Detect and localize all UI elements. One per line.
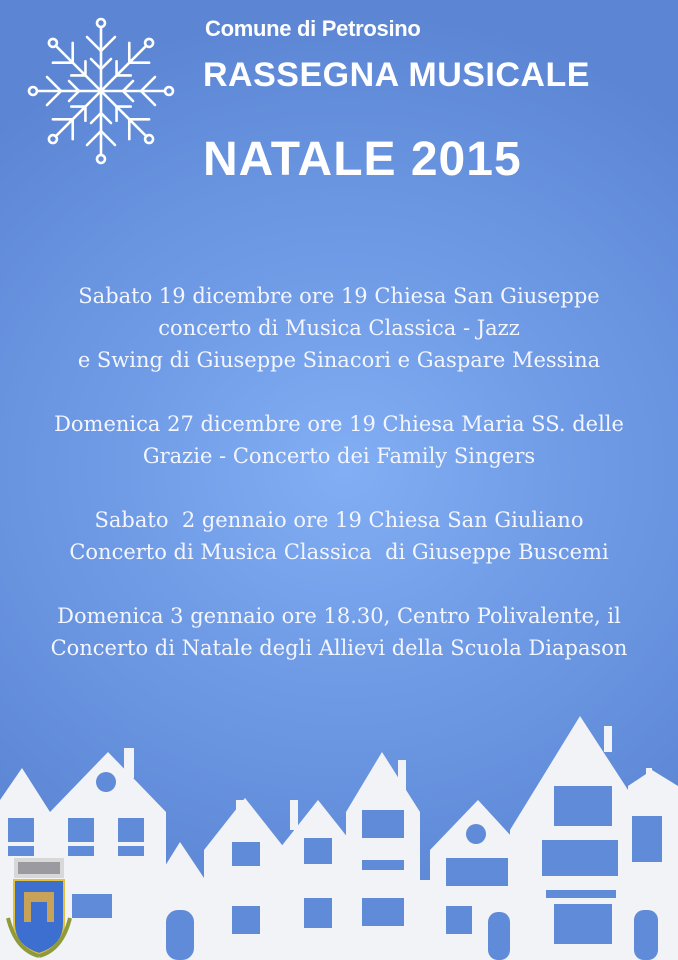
municipality-name: Comune di Petrosino <box>205 16 421 41</box>
event-line: Concerto di Natale degli Allievi della Scuola Diapason <box>50 636 628 660</box>
event-line: Grazie - Concerto dei Family Singers <box>142 444 536 468</box>
coat-of-arms-icon <box>6 858 72 958</box>
event-line: e Swing di Giuseppe Sinacori e Gaspare Messina <box>77 348 601 372</box>
event-line: Sabato 19 dicembre ore 19 Chiesa San Giuseppe <box>78 284 600 308</box>
event-item <box>0 408 678 472</box>
snowflake-icon <box>26 16 176 166</box>
event-item <box>0 504 678 568</box>
event-line: Domenica 3 gennaio ore 18.30, Centro Polivalente, il <box>57 604 621 628</box>
village-skyline-illustration <box>0 712 678 960</box>
event-line: concerto di Musica Classica - Jazz <box>158 316 520 340</box>
event-series-title: RASSEGNA MUSICALE <box>203 56 590 94</box>
event-line: Concerto di Musica Classica di Giuseppe Buscemi <box>69 540 609 564</box>
event-item <box>0 280 678 376</box>
poster-title: NATALE 2015 <box>203 133 522 186</box>
event-item <box>0 600 678 664</box>
event-list <box>0 280 678 696</box>
event-line: Sabato 2 gennaio ore 19 Chiesa San Giuliano <box>94 508 584 532</box>
event-line: Domenica 27 dicembre ore 19 Chiesa Maria SS. delle <box>54 412 624 436</box>
